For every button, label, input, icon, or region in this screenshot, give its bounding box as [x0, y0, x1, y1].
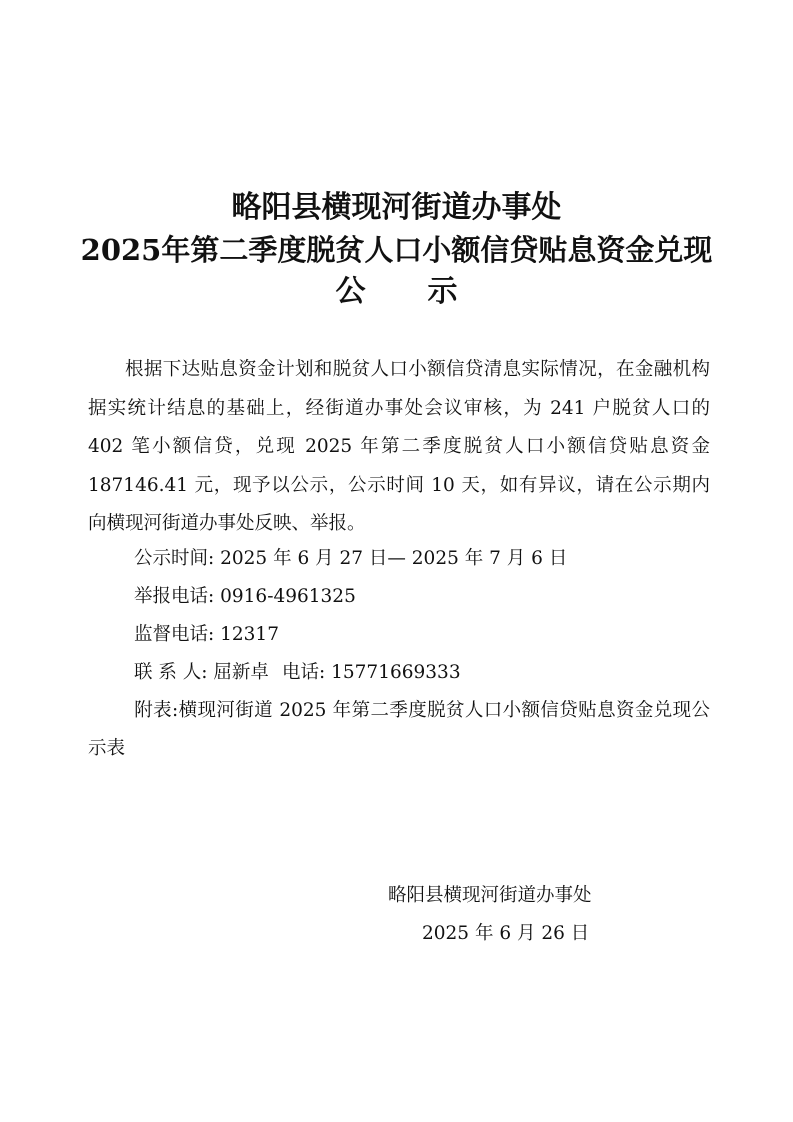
signature-date: 2025 年 6 月 26 日: [422, 923, 590, 944]
announcement-paragraph: 根据下达贴息资金计划和脱贫人口小额信贷清息实际情况，在金融机构据实统计结息的基础上，经街道办事处会议审核，为 241 户脱贫人口的 402 笔小额信贷，兑现 2025 年第二季度脱贫人口小额信贷贴息资金 187146.41 元，现予以公示，公示时间 10 天，如有异议，请在公示期内向横现河街道办事处反映、举报。: [88, 359, 710, 534]
contact-person: 联 系 人: 屈新卓: [134, 662, 269, 683]
title-line-1: 略阳县横现河街道办事处: [231, 190, 562, 225]
contact-line: [134, 654, 461, 692]
publicity-period: 公示时间: 2025 年 6 月 27 日— 2025 年 7 月 6 日: [134, 548, 568, 569]
report-phone: 举报电话: 0916-4961325: [134, 586, 356, 607]
title-line-3: 公示: [335, 274, 520, 309]
signature-organization: 略阳县横现河街道办事处: [388, 885, 592, 906]
attachment-note: 附表:横现河街道 2025 年第二季度脱贫人口小额信贷贴息资金兑现公示表: [88, 700, 710, 759]
title-line-2: 2025年第二季度脱贫人口小额信贷贴息资金兑现: [80, 233, 713, 267]
contact-phone: 电话: 15771669333: [282, 662, 461, 683]
supervise-phone: 监督电话: 12317: [134, 624, 279, 645]
